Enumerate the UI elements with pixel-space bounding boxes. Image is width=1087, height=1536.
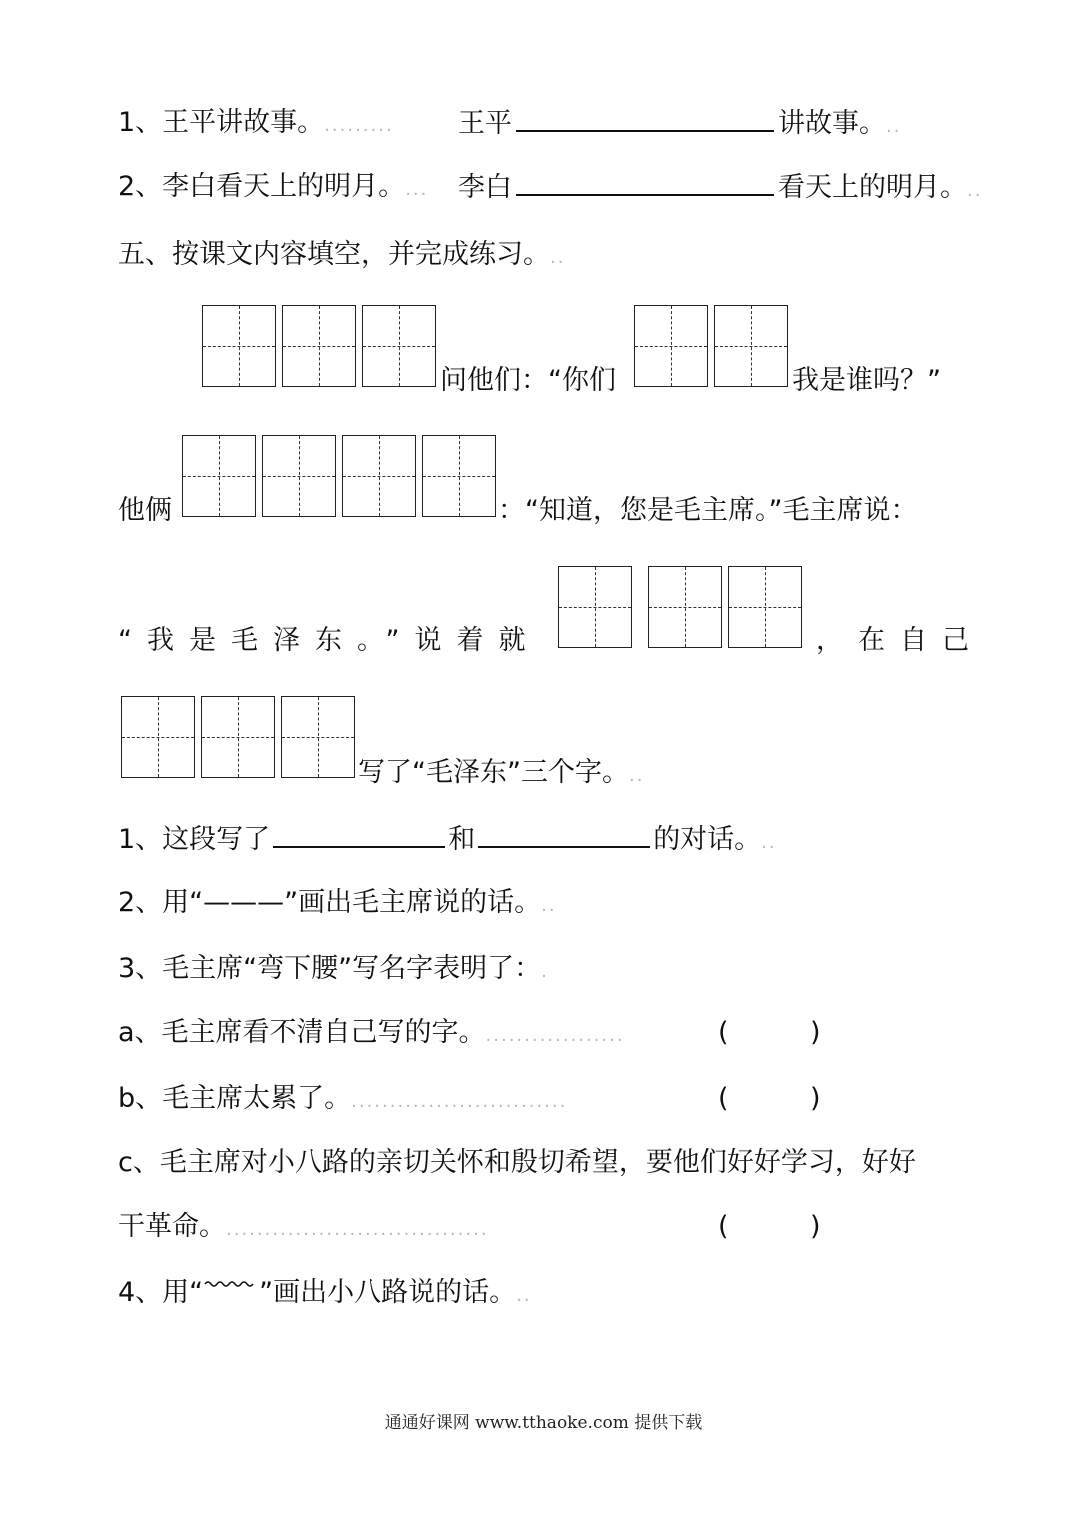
sentence-2-original: 2、李白看天上的明月。 [118,171,406,202]
answer-slot-c[interactable] [746,1210,806,1244]
sentence-2-predicate: 看天上的明月。 [778,172,967,203]
row-4-text [358,756,644,793]
option-a-text: a、毛主席看不清自己写的字。 [118,1017,486,1048]
option-c-text-line-1: c、毛主席对小八路的亲切关怀和殷切希望，要他们好好学习，好好 [118,1147,916,1178]
question-1-text-c: 的对话。 [653,824,762,855]
dot-leader: .. [516,1285,532,1306]
fill-blank[interactable] [516,106,774,132]
character-box[interactable] [422,435,496,517]
answer-paren-open: ( [718,1017,729,1048]
section-5-title: 五、按课文内容填空，并完成练习。 [118,239,550,270]
sentence-1-original: 1、王平讲故事。 [118,107,325,138]
character-box[interactable] [202,305,276,387]
wavy-line-icon [203,1276,259,1296]
dot-leader: ............................ [351,1091,568,1112]
sentence-2-rewrite [458,170,982,208]
sentence-1 [118,106,394,143]
option-a [118,1016,625,1053]
dot-leader: .. [628,765,645,786]
row-3-text-b: ，在自己 [816,625,984,656]
row-2-text-a: 他俩 [118,495,172,526]
sentence-1-predicate: 讲故事。 [778,108,886,139]
question-1 [118,822,777,860]
sentence-1-rewrite [458,106,901,144]
character-box[interactable] [182,435,256,517]
answer-paren-open: ( [718,1211,729,1242]
dot-leader: .. [550,247,566,268]
row-3-text-a: “我是毛泽东。”说着就 [118,625,541,656]
character-box[interactable] [558,566,632,648]
answer-paren-open: ( [718,1083,729,1114]
question-4 [118,1276,532,1313]
dot-leader: .. [761,832,777,853]
row-1-text-a: 问他们：“你们 [440,365,616,396]
dot-leader: . [541,961,549,982]
answer-paren-close: ) [810,1211,821,1242]
character-box[interactable] [281,696,355,778]
question-2 [118,886,557,923]
character-box[interactable] [648,566,722,648]
dot-leader: .. [967,180,983,201]
option-c-text-line-2: 干革命。 [118,1211,226,1242]
character-box[interactable] [201,696,275,778]
dot-leader: .................. [485,1025,625,1046]
dot-leader: .. [541,895,557,916]
sentence-2-subject: 李白 [458,172,512,203]
fill-blank[interactable] [478,822,650,848]
answer-paren-close: ) [810,1017,821,1048]
question-3 [118,952,549,989]
answer-paren-close: ) [810,1083,821,1114]
question-2-text: 2、用“———”画出毛主席说的话。 [118,887,542,918]
fill-blank[interactable] [273,822,445,848]
sentence-1-subject: 王平 [458,108,512,139]
character-box[interactable] [634,305,708,387]
sentence-2 [118,170,428,207]
row-4-text-a: 写了“毛泽东”三个字。 [358,757,629,788]
dot-leader: .. [886,116,902,137]
row-1-text-b: 我是谁吗？” [792,365,941,396]
answer-slot-a[interactable] [746,1016,806,1050]
fill-blank[interactable] [516,170,774,196]
question-3-text: 3、毛主席“弯下腰”写名字表明了： [118,953,542,984]
section-5-heading [118,238,565,275]
character-box[interactable] [121,696,195,778]
option-b-text: b、毛主席太累了。 [118,1083,352,1114]
character-box[interactable] [282,305,356,387]
dot-leader: ......... [324,115,394,136]
answer-slot-b[interactable] [746,1082,806,1116]
option-c-line-2 [118,1210,489,1247]
character-box[interactable] [262,435,336,517]
question-1-text-a: 1、这段写了 [118,824,271,855]
character-box[interactable] [362,305,436,387]
dot-leader: ... [405,179,429,200]
question-4-text-a: 4、用“ [118,1277,204,1308]
question-1-text-b: 和 [448,824,476,855]
page-footer: 通通好课网 www.tthaoke.com 提供下载 [384,1413,703,1433]
character-box[interactable] [728,566,802,648]
question-4-text-b: ”画出小八路说的话。 [259,1277,517,1308]
row-2-text-b: ：“知道，您是毛主席。”毛主席说： [498,495,918,526]
dot-leader: .................................. [226,1219,489,1240]
option-b [118,1082,567,1119]
character-box[interactable] [342,435,416,517]
character-box[interactable] [714,305,788,387]
